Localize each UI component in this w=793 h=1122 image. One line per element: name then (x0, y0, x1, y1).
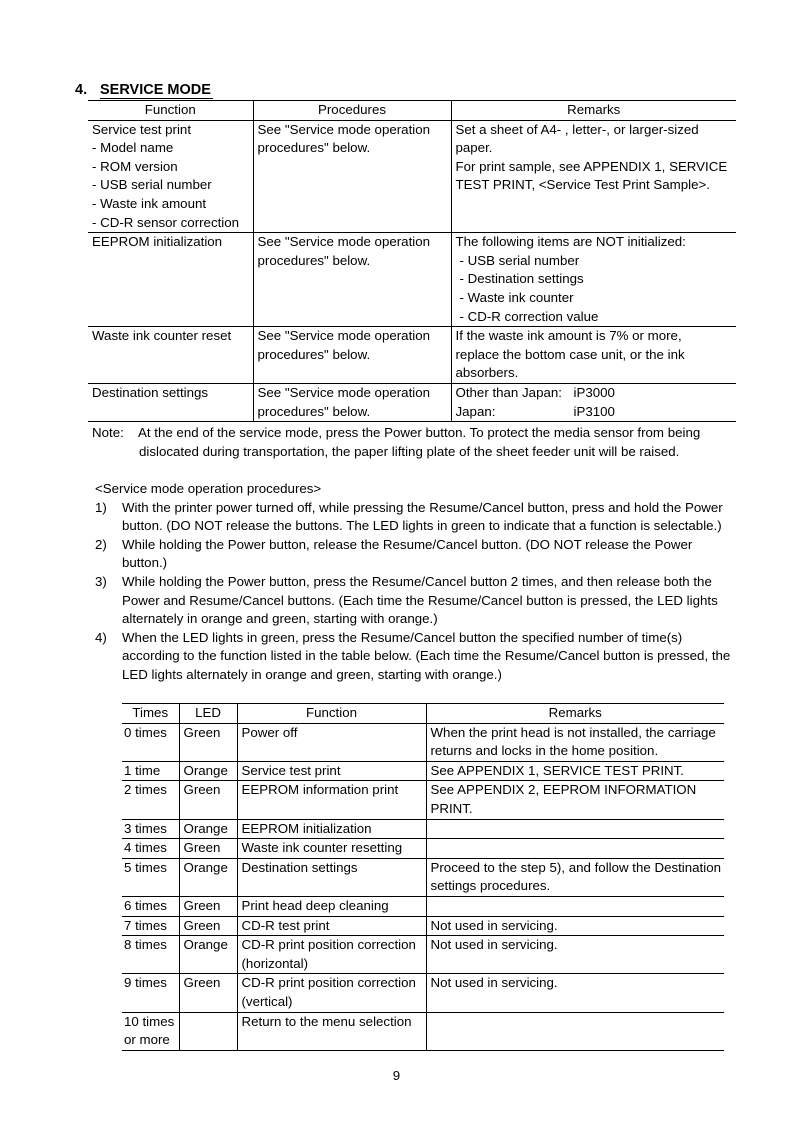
led-cell: Green (179, 839, 237, 859)
function-cell: CD-R print position correction (horizontal) (237, 936, 426, 974)
note (92, 424, 732, 461)
function-cell: Destination settings (237, 858, 426, 896)
cell-line: - Model name (92, 140, 174, 156)
cell-line: paper. (455, 140, 493, 156)
remarks-cell (426, 1012, 724, 1050)
function-cell (88, 120, 253, 233)
operation-procedures (95, 480, 735, 685)
cell-line: See "Service mode operation (257, 328, 431, 344)
led-cell: Green (179, 781, 237, 819)
led-cell: Green (179, 974, 237, 1012)
section-title: SERVICE MODE (100, 82, 211, 98)
table-header-row (122, 704, 724, 724)
table-row (122, 781, 724, 819)
table-row (122, 858, 724, 896)
remarks-cell: See APPENDIX 1, SERVICE TEST PRINT. (426, 761, 724, 781)
cell-line: - ROM version (92, 158, 178, 174)
times-cell: 9 times (122, 974, 179, 1012)
column-header-times: Times (122, 704, 179, 724)
cell-line: Service test print (92, 121, 192, 137)
column-header-function: Function (88, 101, 253, 121)
function-cell: Power off (237, 723, 426, 761)
service-function-table (88, 100, 736, 422)
times-cell: 7 times (122, 916, 179, 936)
cell-line: replace the bottom case unit, or the ink (455, 346, 685, 362)
procedures-cell (253, 233, 451, 327)
function-cell (88, 327, 253, 384)
table-row (88, 233, 736, 327)
times-cell: 4 times (122, 839, 179, 859)
step-text: While holding the Power button, release the Resume/Cancel button. (DO NOT release the Power button.) (122, 536, 693, 571)
table-header-row (88, 101, 736, 121)
column-header-led: LED (179, 704, 237, 724)
cell-line: procedures" below. (257, 403, 371, 419)
column-header-procedures: Procedures (253, 101, 451, 121)
table-row (88, 120, 736, 233)
section-heading (75, 82, 213, 99)
led-cell (179, 1012, 237, 1050)
cell-line: See "Service mode operation (257, 234, 431, 250)
function-cell: EEPROM information print (237, 781, 426, 819)
led-cell: Orange (179, 858, 237, 896)
procedures-cell (253, 120, 451, 233)
cell-line: For print sample, see APPENDIX 1, SERVICE (455, 158, 728, 174)
procedures-heading: <Service mode operation procedures> (95, 481, 322, 496)
remarks-cell (426, 839, 724, 859)
step-text: With the printer power turned off, while pressing the Resume/Cancel button, press and hold the Power button. (DO NOT release the buttons. The LED lights in green to indicate that a function is selectable.) (122, 499, 723, 534)
destination-region: Japan: (455, 403, 496, 419)
note-line: At the end of the service mode, press the Power button. To protect the media sensor from being (138, 425, 701, 440)
times-cell: 6 times (122, 896, 179, 916)
remarks-cell: See APPENDIX 2, EEPROM INFORMATION PRINT. (426, 781, 724, 819)
cell-line: procedures" below. (257, 346, 371, 362)
table-row (88, 327, 736, 384)
note-label: Note: (92, 425, 124, 440)
step-number: 3) (95, 573, 107, 589)
cell-line: If the waste ink amount is 7% or more, (455, 328, 682, 344)
cell-line: Destination settings (92, 384, 209, 400)
function-cell: CD-R print position correction (vertical) (237, 974, 426, 1012)
procedure-step (95, 573, 735, 629)
destination-region: Other than Japan: (455, 384, 562, 400)
cell-line: absorbers. (455, 365, 519, 381)
led-cell: Orange (179, 819, 237, 839)
cell-line: Set a sheet of A4- , letter-, or larger-sized (455, 121, 699, 137)
note-line: dislocated during transportation, the paper lifting plate of the sheet feeder unit will be raised. (139, 443, 680, 459)
cell-line: See "Service mode operation (257, 121, 431, 137)
table-row (122, 761, 724, 781)
column-header-remarks: Remarks (451, 101, 736, 121)
step-text: While holding the Power button, press the Resume/Cancel button 2 times, and then release both the Power and Resume/Cancel buttons. (Each time the Resume/Cancel button is pressed, the LED lights alternately in orange and green, starting with orange.) (122, 573, 718, 627)
remarks-cell: Proceed to the step 5), and follow the Destination settings procedures. (426, 858, 724, 896)
table-row (122, 936, 724, 974)
table-row (122, 723, 724, 761)
remarks-cell: Not used in servicing. (426, 916, 724, 936)
cell-line: - CD-R correction value (459, 308, 599, 324)
remarks-cell (426, 819, 724, 839)
table-row (122, 839, 724, 859)
led-cell: Orange (179, 761, 237, 781)
section-number: 4. (75, 82, 88, 98)
table-row (88, 383, 736, 421)
page-number: 9 (392, 1068, 401, 1083)
function-cell: Print head deep cleaning (237, 896, 426, 916)
destination-row (456, 384, 737, 403)
function-cell: Service test print (237, 761, 426, 781)
procedure-step (95, 536, 735, 573)
remarks-cell: Not used in servicing. (426, 974, 724, 1012)
column-header-function: Function (237, 704, 426, 724)
cell-line: EEPROM initialization (92, 234, 223, 250)
times-cell: 2 times (122, 781, 179, 819)
destination-model: iP3000 (573, 384, 615, 400)
step-number: 1) (95, 499, 107, 515)
times-cell: 10 times or more (122, 1012, 179, 1050)
table-row (122, 1012, 724, 1050)
cell-line: See "Service mode operation (257, 384, 431, 400)
procedure-step (95, 499, 735, 536)
remarks-cell (451, 383, 736, 421)
function-cell: CD-R test print (237, 916, 426, 936)
table-row (122, 819, 724, 839)
remarks-cell (451, 120, 736, 233)
step-text: When the LED lights in green, press the Resume/Cancel button the specified number of time(s) according to the function listed in the table below. (Each time the Resume/Cancel button is pressed, the LED lights alternately in orange and green, starting with orange.) (122, 629, 731, 682)
times-cell: 5 times (122, 858, 179, 896)
cell-line: - Waste ink counter (459, 289, 574, 305)
cell-line: procedures" below. (257, 140, 371, 156)
remarks-cell (451, 327, 736, 384)
menu-selection-table (122, 703, 724, 1051)
table-row (122, 916, 724, 936)
table-row (122, 974, 724, 1012)
times-cell: 1 time (122, 761, 179, 781)
cell-line: procedures" below. (257, 252, 371, 268)
times-cell: 3 times (122, 819, 179, 839)
function-cell: Waste ink counter resetting (237, 839, 426, 859)
destination-row (456, 403, 737, 422)
led-cell: Green (179, 896, 237, 916)
cell-line: Waste ink counter reset (92, 328, 232, 344)
procedure-step (95, 629, 735, 685)
remarks-cell: When the print head is not installed, the carriage returns and locks in the home position. (426, 723, 724, 761)
cell-line: - CD-R sensor correction (92, 214, 240, 230)
remarks-cell (426, 896, 724, 916)
cell-line: - USB serial number (459, 252, 580, 268)
times-cell: 8 times (122, 936, 179, 974)
led-cell: Green (179, 916, 237, 936)
cell-line: The following items are NOT initialized: (455, 234, 686, 250)
procedures-cell (253, 327, 451, 384)
function-cell: Return to the menu selection (237, 1012, 426, 1050)
destination-model: iP3100 (573, 403, 615, 419)
step-number: 2) (95, 536, 107, 552)
cell-line: - Waste ink amount (92, 195, 207, 211)
step-number: 4) (95, 629, 107, 645)
column-header-remarks: Remarks (426, 704, 724, 724)
cell-line: - Destination settings (459, 271, 584, 287)
procedures-cell (253, 383, 451, 421)
function-cell (88, 383, 253, 421)
function-cell: EEPROM initialization (237, 819, 426, 839)
remarks-cell: Not used in servicing. (426, 936, 724, 974)
cell-line: TEST PRINT, <Service Test Print Sample>. (455, 177, 710, 193)
led-cell: Orange (179, 936, 237, 974)
table-row (122, 896, 724, 916)
remarks-cell (451, 233, 736, 327)
led-cell: Green (179, 723, 237, 761)
times-cell: 0 times (122, 723, 179, 761)
cell-line: - USB serial number (92, 177, 212, 193)
function-cell (88, 233, 253, 327)
